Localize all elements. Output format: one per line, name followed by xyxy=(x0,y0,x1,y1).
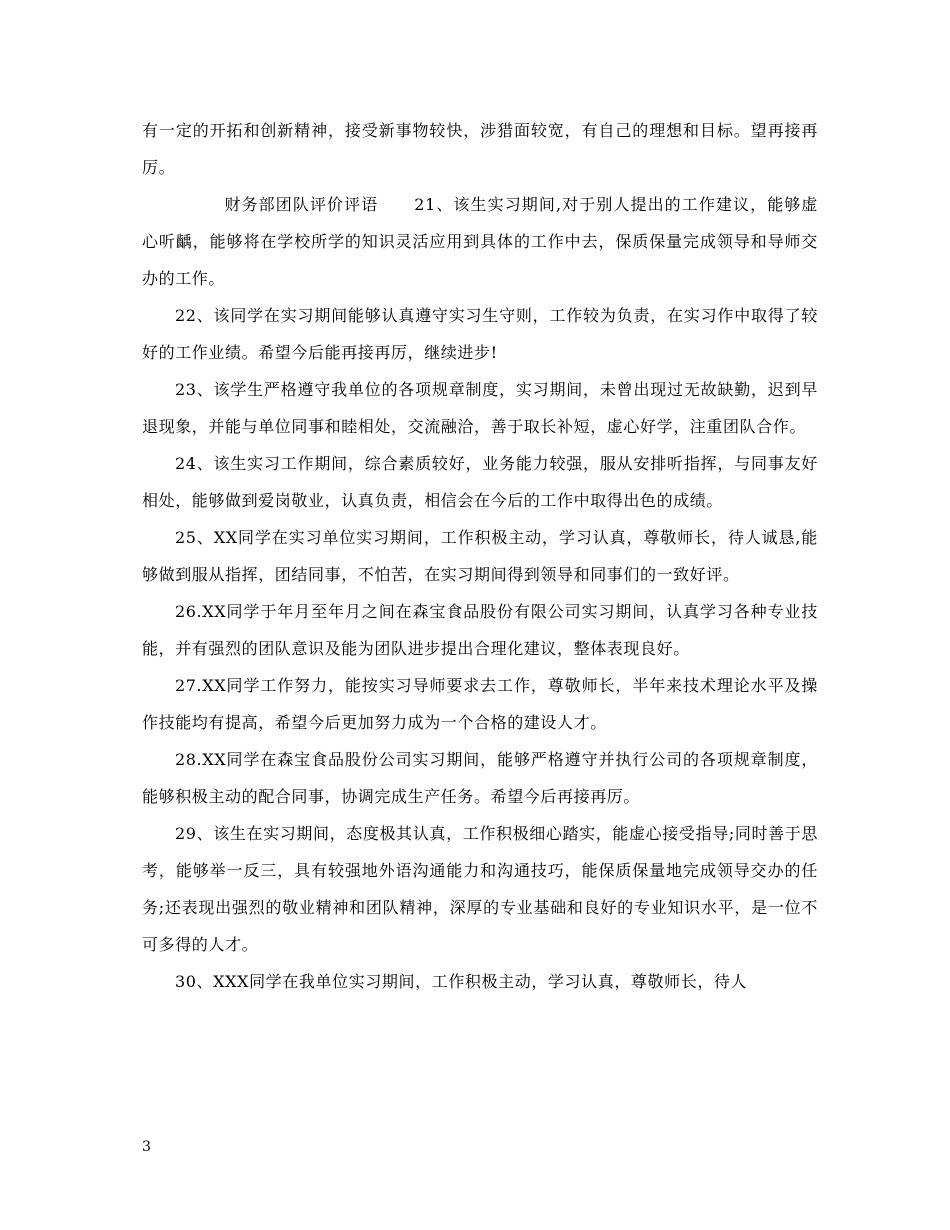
paragraph-intro: 有一定的开拓和创新精神，接受新事物较快，涉猎面较宽，有自己的理想和目标。望再接再厉。 xyxy=(142,121,818,177)
paragraph-24: 24、该生实习工作期间，综合素质较好，业务能力较强，服从安排听指挥，与同事友好相处，能够做到爱岗敬业，认真负责，相信会在今后的工作中取得出色的成绩。 xyxy=(142,454,818,510)
paragraph-22: 22、该同学在实习期间能够认真遵守实习生守则，工作较为负责，在实习作中取得了较好的工作业绩。希望今后能再接再厉，继续进步! xyxy=(142,306,818,362)
paragraph-25: 25、XX同学在实习单位实习期间，工作积极主动，学习认真，尊敬师长，待人诚恳,能够做到服从指挥，团结同事，不怕苦，在实习期间得到领导和同事们的一致好评。 xyxy=(142,528,818,584)
paragraph-27: 27.XX同学工作努力，能按实习导师要求去工作，尊敬师长，半年来技术理论水平及操作技能均有提高，希望今后更加努力成为一个合格的建设人才。 xyxy=(142,676,818,732)
paragraph-30: 30、XXX同学在我单位实习期间，工作积极主动，学习认真，尊敬师长，待人 xyxy=(175,972,748,991)
paragraph-21 xyxy=(142,186,818,297)
paragraph-29: 29、该生在实习期间，态度极其认真，工作积极细心踏实，能虚心接受指导;同时善于思考，能够举一反三，具有较强地外语沟通能力和沟通技巧，能保质保量地完成领导交办的任务;还表现出强烈的敬业精神和团队精神，深厚的专业基础和良好的专业知识水平，是一位不可多得的人才。 xyxy=(142,824,818,954)
section-heading: 财务部团队评价评语 xyxy=(224,195,379,214)
paragraph-26: 26.XX同学于年月至年月之间在森宝食品股份有限公司实习期间，认真学习各种专业技能，并有强烈的团队意识及能为团队进步提出合理化建议，整体表现良好。 xyxy=(142,602,818,658)
paragraph-21-text: 21、该生实习期间,对于别人提出的工作建议，能够虚心听齲，能够将在学校所学的知识灵活应用到具体的工作中去，保质保量完成领导和导师交办的工作。 xyxy=(142,195,818,288)
paragraph-28: 28.XX同学在森宝食品股份公司实习期间，能够严格遵守并执行公司的各项规章制度，能够积极主动的配合同事，协调完成生产任务。希望今后再接再厉。 xyxy=(142,750,818,806)
paragraph-23: 23、该学生严格遵守我单位的各项规章制度，实习期间，未曾出现过无故缺勤，迟到早退现象，并能与单位同事和睦相处，交流融洽，善于取长补短，虚心好学，注重团队合作。 xyxy=(142,380,818,436)
document-body xyxy=(142,112,818,1000)
page-number: 3 xyxy=(142,1139,151,1155)
